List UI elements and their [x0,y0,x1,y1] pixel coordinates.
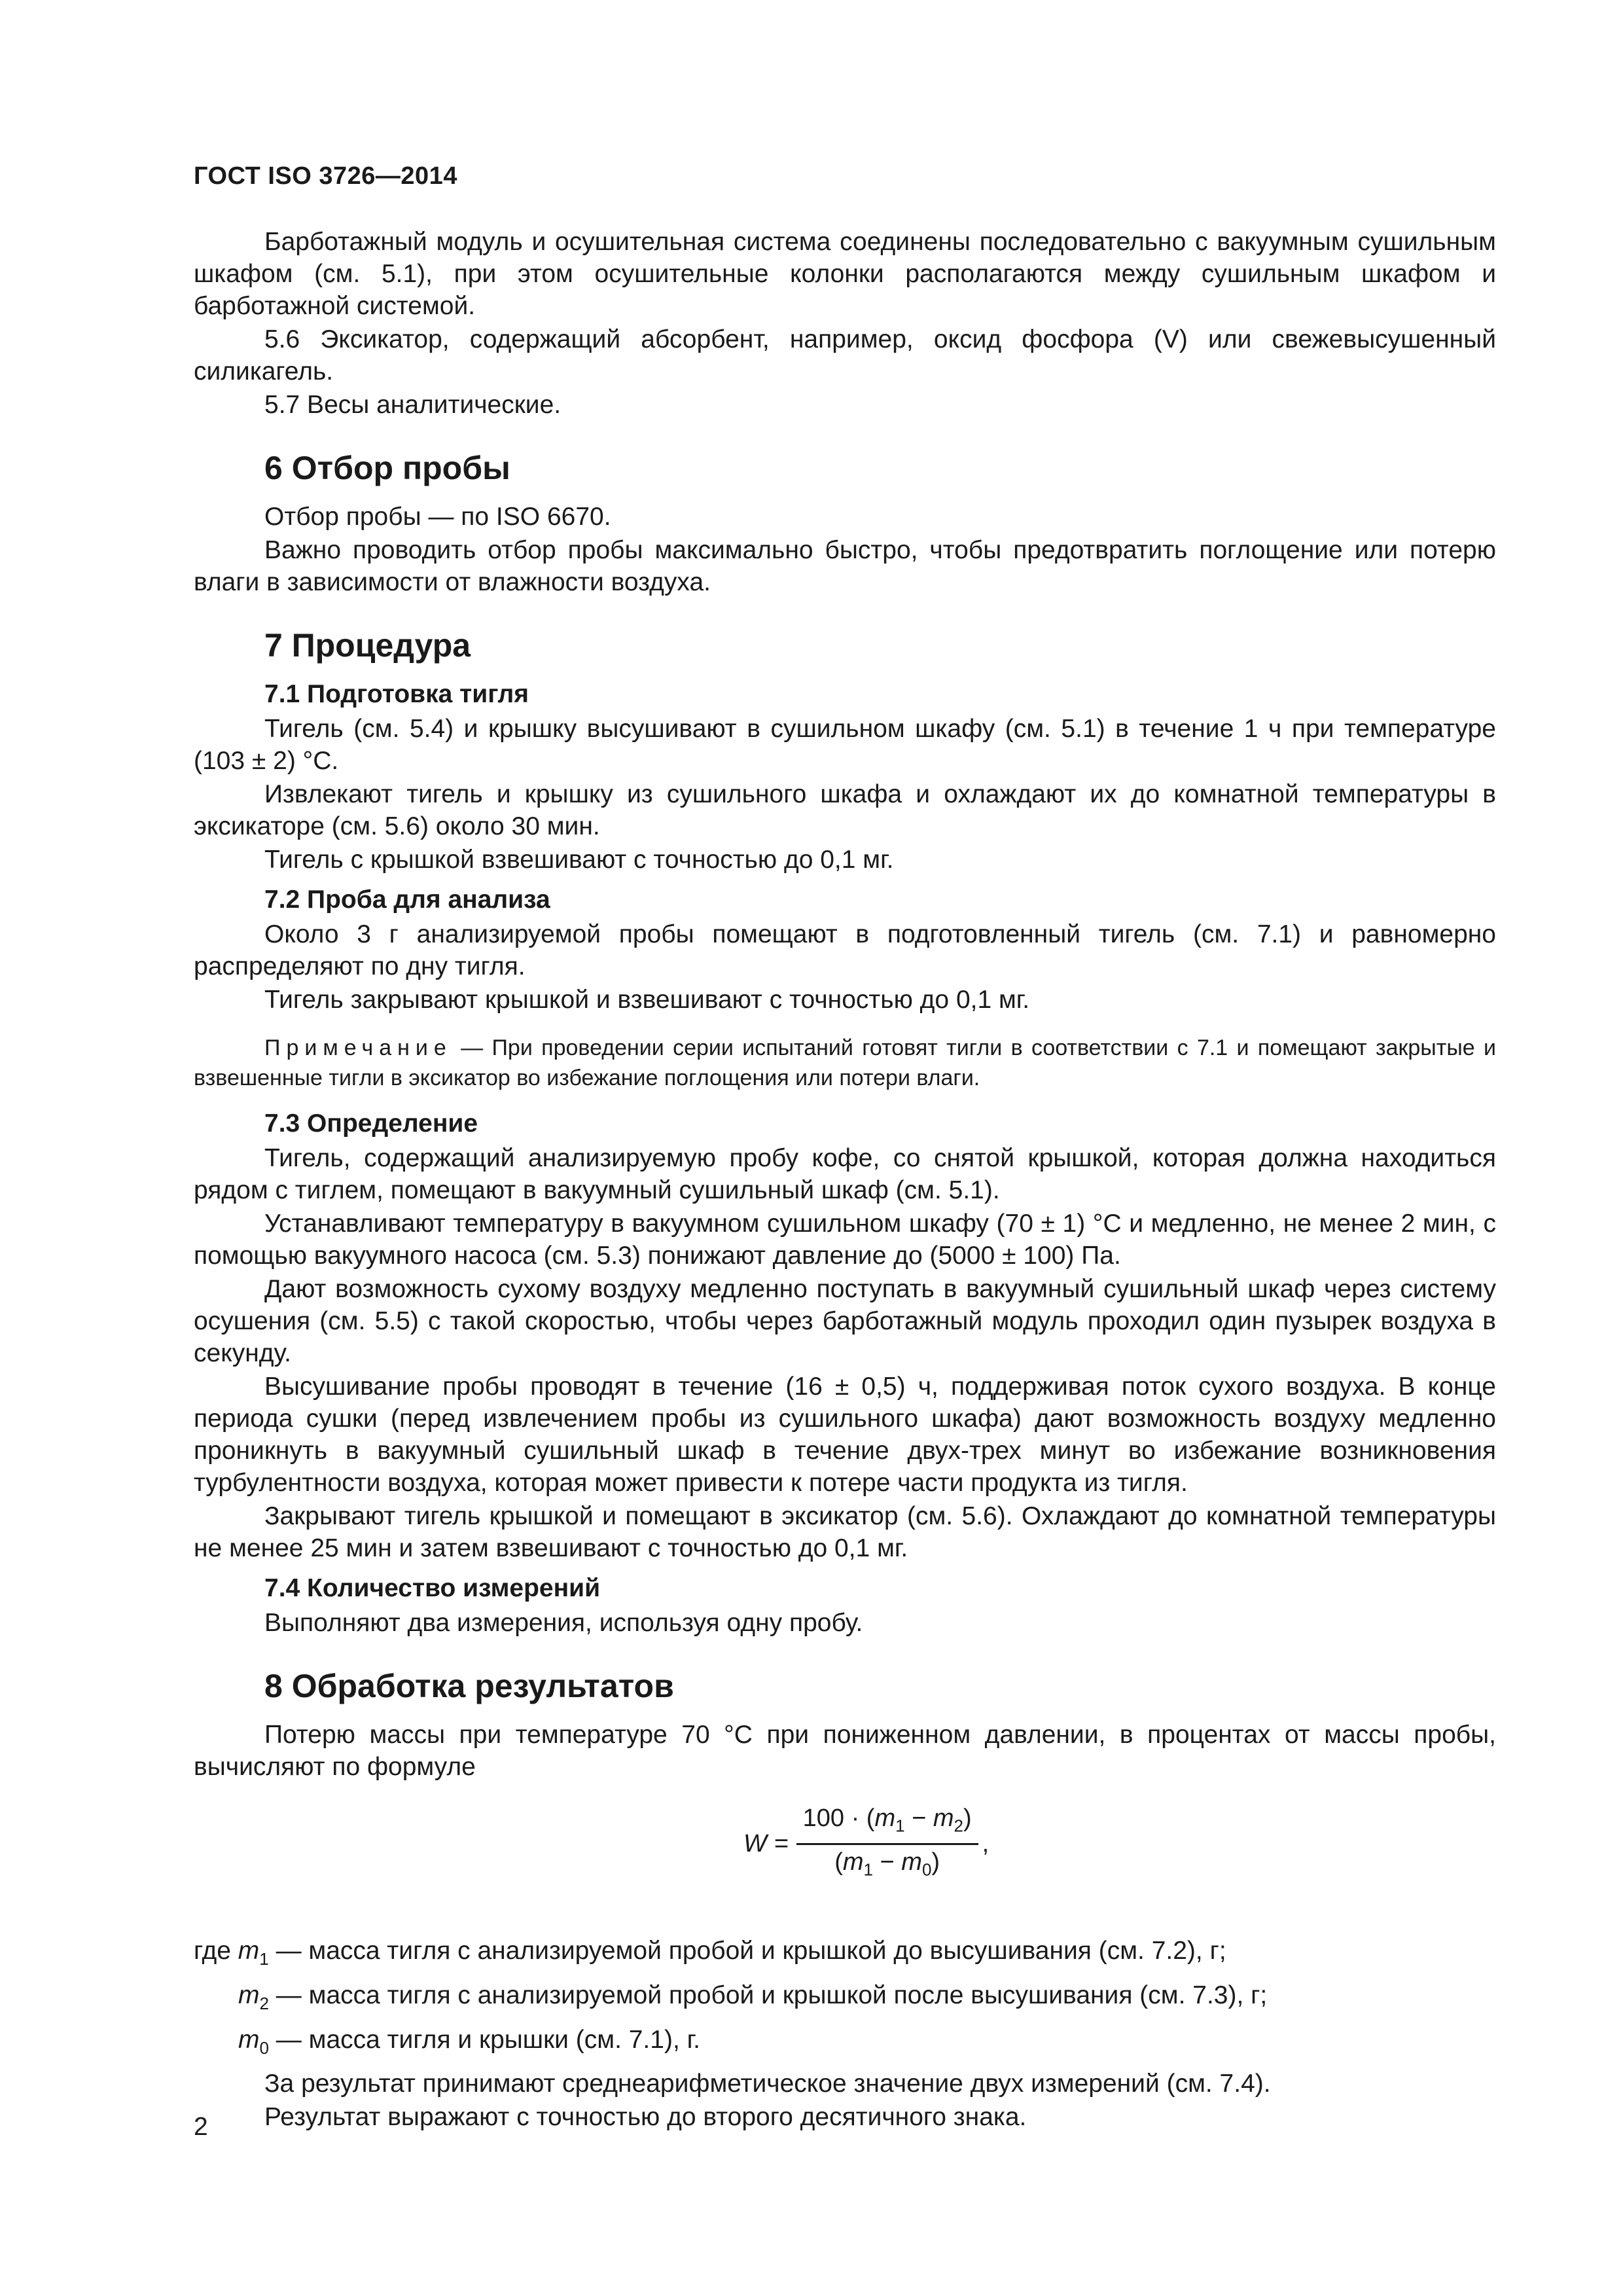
paragraph: Высушивание пробы проводят в течение (16 ± 0,5) ч, поддерживая поток сухого воздуха. В конце периода сушки (перед извлечением пробы из сушильного шкафа) дают возможность воздуху медленно проникнуть в вакуумный сушильный шкаф в течение двух-трех минут во избежание возникновения турбулентности воздуха, которая может привести к потере части продукта из тигля. [194,1372,1496,1497]
paragraph: Около 3 г анализируемой пробы помещают в подготовленный тигель (см. 7.1) и равномерно распределяют по дну тигля. [194,920,1496,980]
formula-text: 100 · ( [802,1804,875,1832]
variable-row [194,1935,1496,1975]
formula-text: ) [963,1804,972,1832]
note-label: Примечание [264,1035,452,1060]
variable-definitions [194,1935,1496,2064]
page-number: 2 [194,2113,208,2141]
paragraph: Дают возможность сухому воздуху медленно поступать в вакуумный сушильный шкаф через систему осушения (см. 5.5) с такой скоростью, чтобы через барботажный модуль проходил один пузырек воздуха в секунду. [194,1275,1496,1367]
formula-block [194,1795,1496,1919]
subsection-heading: 7.3 Определение [264,1109,478,1138]
paragraph: За результат принимают среднеарифметическое значение двух измерений (см. 7.4). [264,2070,1271,2098]
formula-sub: 1 [863,1859,873,1880]
variable-symbol: m [238,1981,260,2009]
variable-description: — масса тигля с анализируемой пробой и крышкой до высушивания (см. 7.2), г; [268,1937,1226,1965]
section-heading: 8 Обработка результатов [264,1668,674,1704]
paragraph: Закрывают тигель крышкой и помещают в эксикатор (см. 5.6). Охлаждают до комнатной температуры не менее 25 мин и затем взвешивают с точностью до 0,1 мг. [194,1502,1496,1562]
formula-var: m [901,1848,922,1876]
formula-text: ) [931,1848,940,1876]
formula-text: − [904,1804,933,1832]
variable-symbol: m [238,1937,260,1965]
formula-fraction [796,1801,978,1886]
formula-var: m [933,1804,954,1832]
variable-subscript: 2 [259,1993,269,2013]
note [194,1033,1496,1093]
paragraph: Тигель закрывают крышкой и взвешивают с точностью до 0,1 мг. [264,986,1030,1014]
formula-var: m [874,1804,896,1832]
paragraph: Потерю массы при температуре 70 °С при пониженном давлении, в процентах от массы пробы, вычисляют по формуле [194,1721,1496,1781]
paragraph: Извлекают тигель и крышку из сушильного шкафа и охлаждают их до комнатной температуры в эксикаторе (см. 5.6) около 30 мин. [194,780,1496,840]
subsection-heading: 7.1 Подготовка тигля [264,680,529,708]
formula-text: ( [834,1848,843,1876]
paragraph: Устанавливают температуру в вакуумном сушильном шкафу (70 ± 1) °С и медленно, не менее 2 мин, с помощью вакуумного насоса (см. 5.3) понижают давление до (5000 ± 100) Па. [194,1210,1496,1270]
paragraph: Выполняют два измерения, используя одну пробу. [264,1609,863,1637]
variable-description: — масса тигля с анализируемой пробой и крышкой после высушивания (см. 7.3), г; [268,1981,1268,2009]
paragraph: 5.6 Эксикатор, содержащий абсорбент, например, оксид фосфора (V) или свежевысушенный силикагель. [194,325,1496,386]
paragraph: Барботажный модуль и осушительная система соединены последовательно с вакуумным сушильным шкафом (см. 5.1), при этом осушительные колонки располагаются между сушильным шкафом и барботажной системой. [194,228,1496,320]
document-body [194,226,1496,2134]
note-text: — При проведении серии испытаний готовят тигли в соответствии с 7.1 и помещают закрытые и взвешенные тигли в эксикатор во избежание поглощения или потери влаги. [194,1035,1496,1090]
where-lead: где [194,1937,238,1965]
formula-lhs: W = [743,1829,789,1857]
paragraph: Тигель с крышкой взвешивают с точностью до 0,1 мг. [264,846,894,874]
variable-symbol: m [238,2025,260,2054]
variable-subscript: 0 [259,2037,269,2058]
subsection-heading: 7.2 Проба для анализа [264,886,550,914]
section-heading: 7 Процедура [264,627,471,664]
paragraph: Тигель (см. 5.4) и крышку высушивают в сушильном шкафу (см. 5.1) в течение 1 ч при температуре (103 ± 2) °С. [194,715,1496,775]
variable-row [238,2024,1496,2064]
formula-denominator [828,1845,946,1887]
variable-description: — масса тигля и крышки (см. 7.1), г. [268,2025,700,2054]
paragraph: Отбор пробы — по ISO 6670. [264,503,611,531]
subsection-heading: 7.4 Количество измерений [264,1574,601,1602]
paragraph: Тигель, содержащий анализируемую пробу кофе, со снятой крышкой, которая должна находиться рядом с тиглем, помещают в вакуумный сушильный шкаф (см. 5.1). [194,1144,1496,1204]
paragraph: Важно проводить отбор пробы максимально быстро, чтобы предотвратить поглощение или потерю влаги в зависимости от влажности воздуха. [194,536,1496,596]
paragraph: 5.7 Весы аналитические. [264,391,562,419]
variable-subscript: 1 [259,1948,269,1969]
formula-numerator [796,1801,978,1843]
paragraph: Результат выражают с точностью до второго десятичного знака. [264,2103,1027,2132]
moisture-formula [743,1801,989,1886]
formula-sub: 0 [921,1859,932,1880]
formula-text: − [872,1848,902,1876]
variable-row [238,1979,1496,2020]
formula-sub: 1 [895,1816,905,1836]
formula-tail: , [982,1829,990,1857]
formula-var: m [842,1848,864,1876]
formula-sub: 2 [954,1816,964,1836]
section-heading: 6 Отбор пробы [264,450,510,486]
standard-code-header: ГОСТ ISO 3726—2014 [194,162,457,190]
